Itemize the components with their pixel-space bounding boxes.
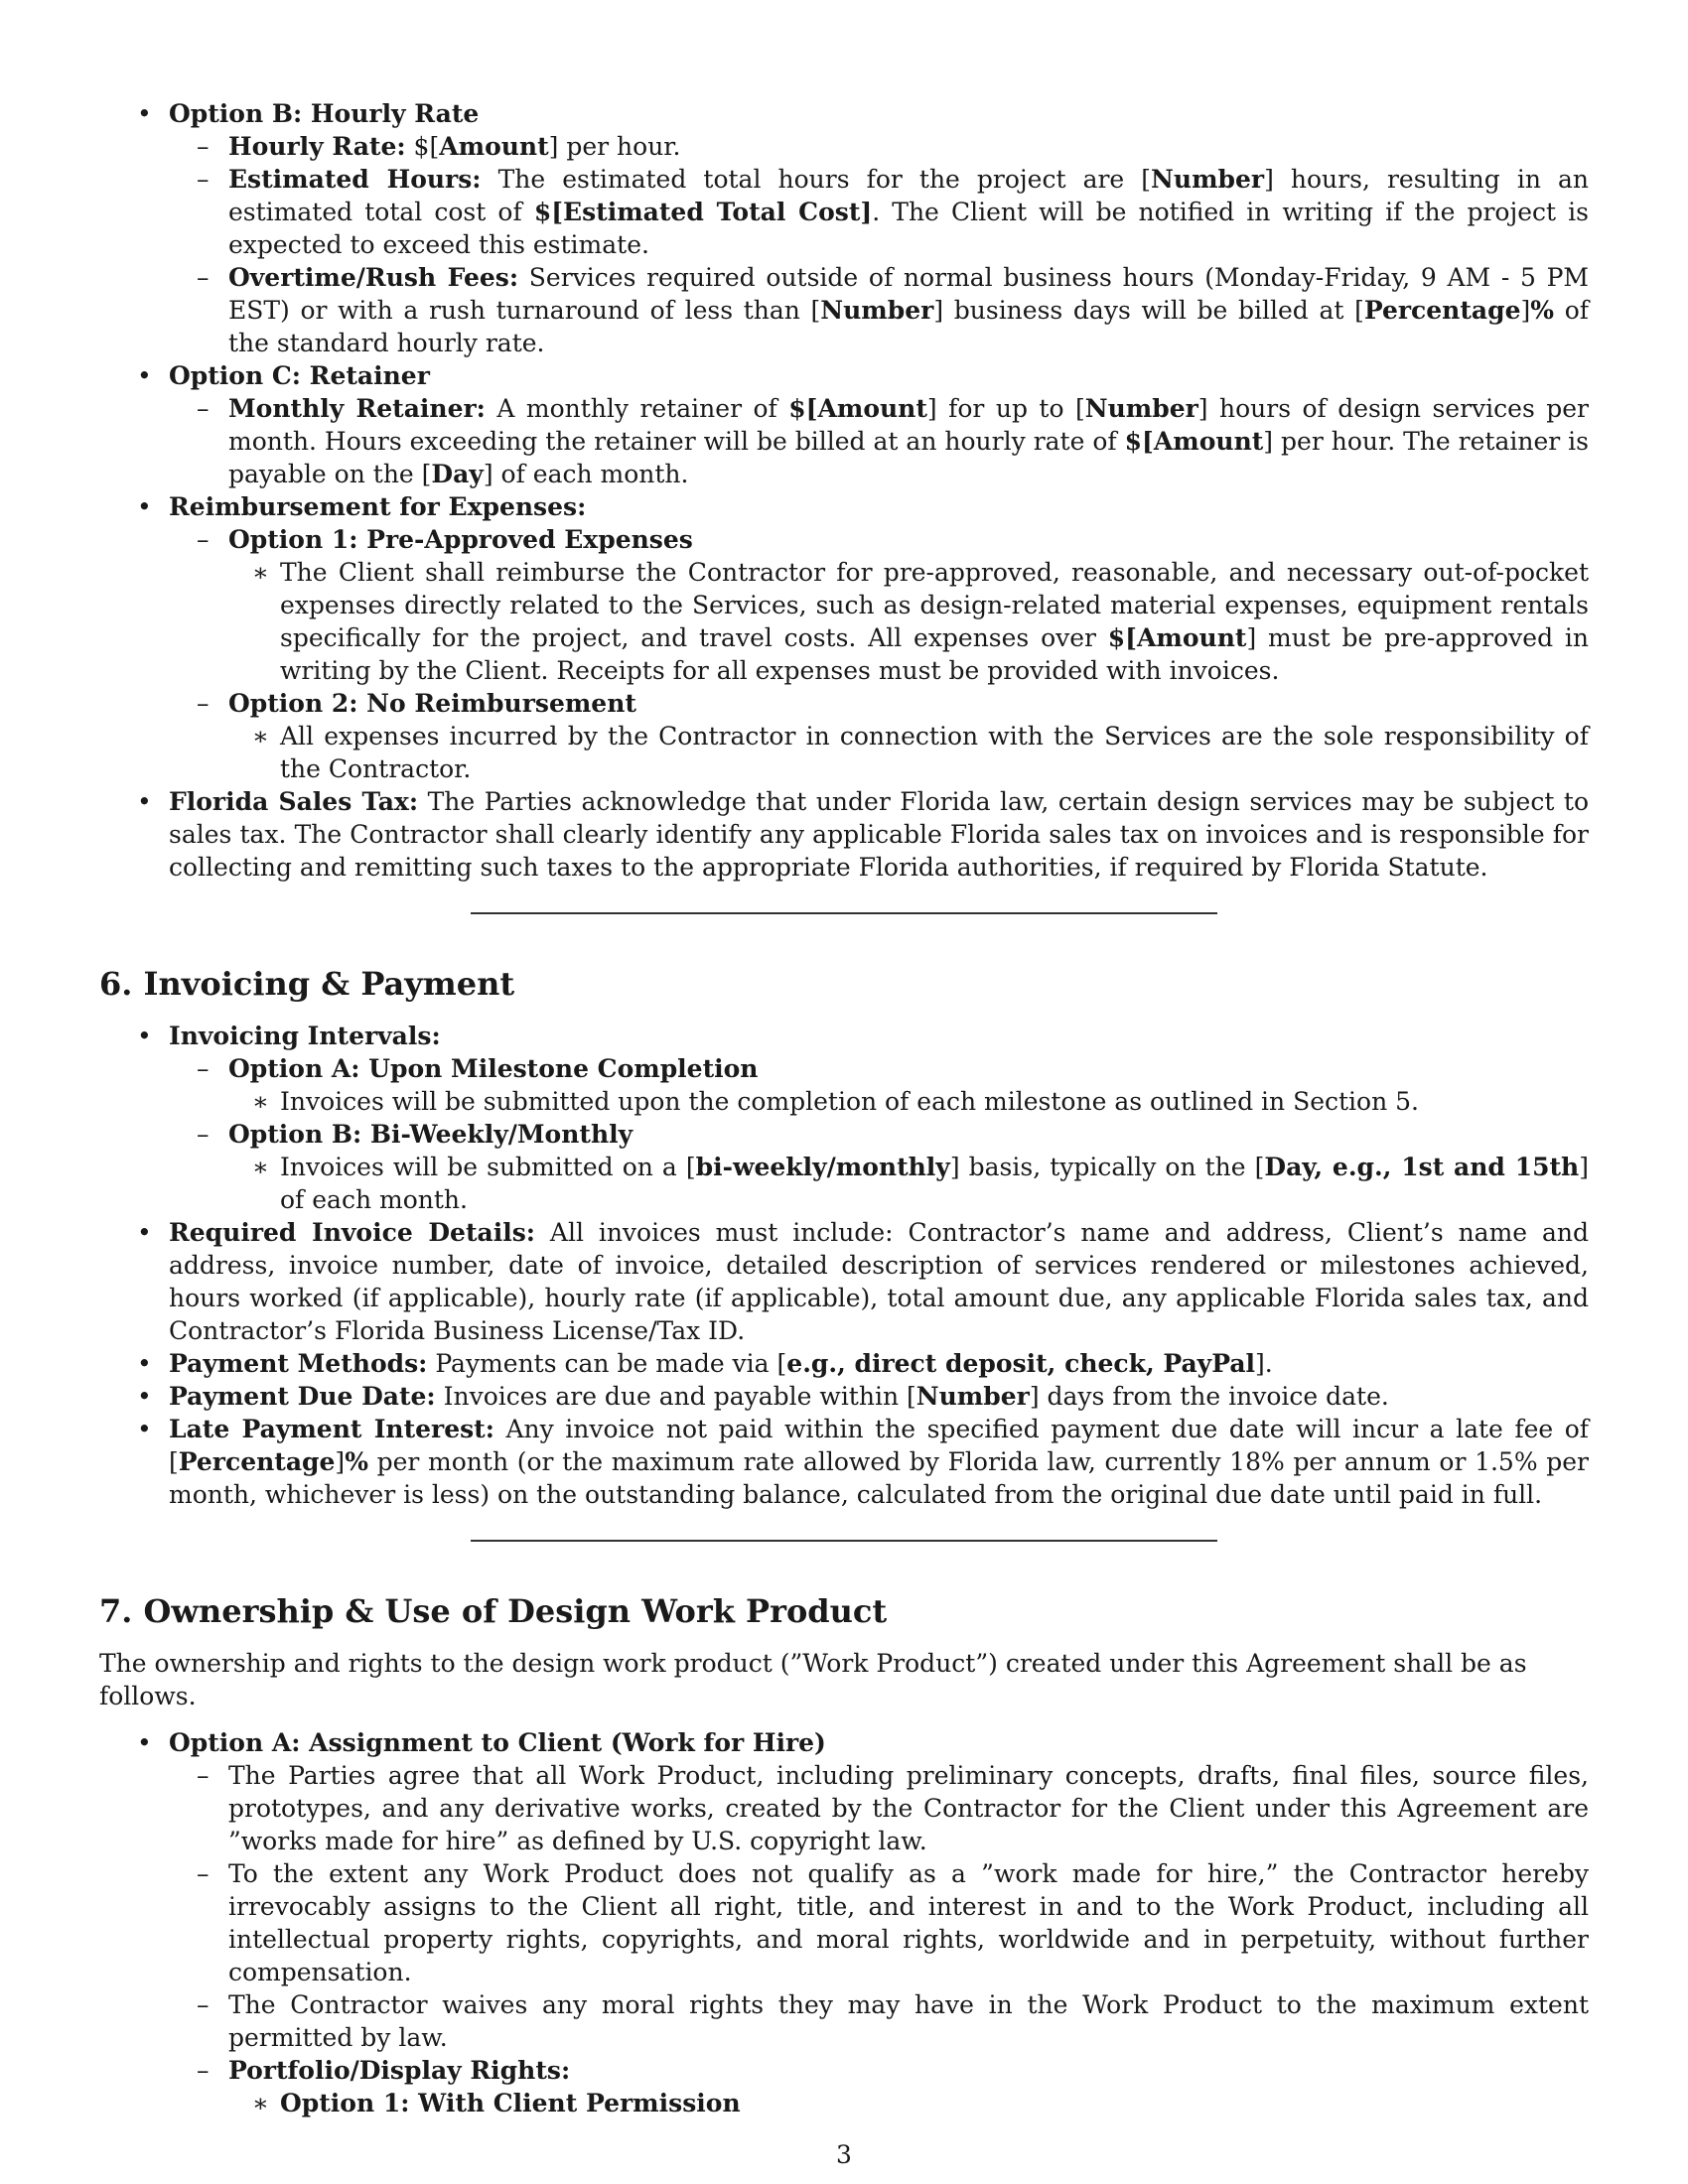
bullet: •	[137, 1022, 152, 1050]
list-item	[137, 490, 1589, 523]
dash: –	[197, 132, 210, 161]
bullet: •	[137, 1728, 152, 1757]
section-divider	[471, 1540, 1217, 1542]
dash: –	[197, 1859, 210, 1888]
document-page	[99, 97, 1589, 2119]
asterisk: ∗	[252, 1153, 269, 1181]
hourly-rate-label: Hourly Rate:	[228, 132, 406, 161]
dash: –	[197, 525, 210, 554]
bullet: •	[137, 1382, 152, 1411]
list-item	[197, 687, 1589, 720]
list-item: ∗ Option 1: With Client Permission	[252, 2089, 741, 2117]
list-item	[197, 523, 1589, 556]
list-item: ∗ Invoices will be submitted on a [bi-weekly/monthly] basis, typically on the [Day, e.g., 1st and 15th] of each month.	[252, 1153, 1589, 1214]
dash: –	[197, 394, 210, 423]
asterisk: ∗	[252, 722, 269, 751]
list-item: – Estimated Hours: The estimated total hours for the project are [Number] hours, resulting in an estimated total cost of $[Estimated Total Cost]. The Client will be notified in writing if the project is expected to exceed this estimate.	[197, 165, 1589, 259]
list-item	[137, 1020, 1589, 1052]
dash: –	[197, 2056, 210, 2085]
list-item	[137, 97, 1589, 130]
list-item: – Hourly Rate: $[Amount] per hour.	[197, 132, 681, 161]
bullet: •	[137, 361, 152, 390]
list-item: – Option B: Bi-Weekly/Monthly	[197, 1120, 633, 1149]
list-item: ∗ The Client shall reimburse the Contractor for pre-approved, reasonable, and necessary out-of-pocket expenses directly related to the Services, such as design-related material expenses, equipment rentals specifically for the project, and travel costs. All expenses over $[Amount] must be pre-approved in writing by the Client. Receipts for all expenses must be provided with invoices.	[252, 558, 1589, 685]
list-item: – The Parties agree that all Work Product, including preliminary concepts, drafts, final files, source files, prototypes, and any derivative works, created by the Contractor for the Client under this Agreement are ”works made for hire” as defined by U.S. copyright law.	[197, 1761, 1589, 1855]
dash: –	[197, 165, 210, 194]
reimbursement-title: Reimbursement for Expenses:	[169, 492, 587, 521]
overtime-label: Overtime/Rush Fees:	[228, 263, 519, 292]
list-item: – Overtime/Rush Fees: Services required outside of normal business hours (Monday-Friday, 9 AM - 5 PM EST) or with a rush turnaround of less than [Number] business days will be billed at [Percentage]% of the standard hourly rate.	[197, 263, 1589, 357]
section-6-heading: 6. Invoicing & Payment	[99, 965, 515, 1003]
option-b-title: Option B: Hourly Rate	[169, 99, 480, 128]
option-c-title: Option C: Retainer	[169, 361, 430, 390]
bullet: •	[137, 1415, 152, 1443]
section-7-intro: The ownership and rights to the design work product (”Work Product”) created under this Agreement shall be as follows.	[99, 1649, 1527, 1710]
list-item: – The Contractor waives any moral rights they may have in the Work Product to the maximum extent permitted by law.	[197, 1990, 1589, 2052]
list-item: • Payment Due Date: Invoices are due and payable within [Number] days from the invoice date.	[137, 1382, 1389, 1411]
list-item: • Payment Methods: Payments can be made via [e.g., direct deposit, check, PayPal].	[137, 1349, 1273, 1378]
bullet: •	[137, 99, 152, 128]
list-item: – Portfolio/Display Rights:	[197, 2056, 571, 2085]
dash: –	[197, 1120, 210, 1149]
list-item: – Monthly Retainer: A monthly retainer of $[Amount] for up to [Number] hours of design services per month. Hours exceeding the retainer will be billed at an hourly rate of $[Amount] per hour. The retainer is payable on the [Day] of each month.	[197, 394, 1589, 488]
list-item: – To the extent any Work Product does not qualify as a ”work made for hire,” the Contractor hereby irrevocably assigns to the Client all right, title, and interest in and to the Work Product, including all intellectual property rights, copyrights, and moral rights, worldwide and in perpetuity, without further compensation.	[197, 1859, 1589, 1986]
asterisk: ∗	[252, 1087, 269, 1116]
page-number: 3	[836, 2140, 852, 2169]
estimated-hours-label: Estimated Hours:	[228, 165, 482, 194]
bullet: •	[137, 492, 152, 521]
list-item: • Florida Sales Tax: The Parties acknowledge that under Florida law, certain design services may be subject to sales tax. The Contractor shall clearly identify any applicable Florida sales tax on invoices and is responsible for collecting and remitting such taxes to the appropriate Florida authorities, if required by Florida Statute.	[137, 787, 1589, 882]
list-item: • Late Payment Interest: Any invoice not paid within the specified payment due date will incur a late fee of [Percentage]% per month (or the maximum rate allowed by Florida law, currently 18% per annum or 1.5% per month, whichever is less) on the outstanding balance, calculated from the original due date until paid in full.	[137, 1415, 1589, 1509]
list-item: ∗ Invoices will be submitted upon the completion of each milestone as outlined in Section 5.	[252, 1087, 1419, 1116]
dash: –	[197, 1054, 210, 1083]
asterisk: ∗	[252, 2089, 269, 2117]
reimb-option-2-title: Option 2: No Reimbursement	[228, 689, 636, 718]
dash: –	[197, 1761, 210, 1790]
dash: –	[197, 689, 210, 718]
section-7-heading: 7. Ownership & Use of Design Work Product	[99, 1592, 888, 1630]
list-item: – Option A: Upon Milestone Completion	[197, 1054, 759, 1083]
section-divider	[471, 912, 1217, 914]
monthly-retainer-label: Monthly Retainer:	[228, 394, 486, 423]
dash: –	[197, 263, 210, 292]
sales-tax-label: Florida Sales Tax:	[169, 787, 419, 816]
dash: –	[197, 1990, 210, 2019]
invoicing-intervals-label: Invoicing Intervals:	[169, 1022, 441, 1050]
bullet: •	[137, 1349, 152, 1378]
bullet: •	[137, 787, 152, 816]
asterisk: ∗	[252, 558, 269, 587]
list-item	[137, 359, 1589, 392]
reimb-option-1-title: Option 1: Pre-Approved Expenses	[228, 525, 693, 554]
list-item: ∗ All expenses incurred by the Contractor in connection with the Services are the sole responsibility of the Contractor.	[252, 722, 1589, 783]
list-item: • Required Invoice Details: All invoices must include: Contractor’s name and address, Client’s name and address, invoice number, date of invoice, detailed description of services rendered or milestones achieved, hours worked (if applicable), hourly rate (if applicable), total amount due, any applicable Florida sales tax, and Contractor’s Florida Business License/Tax ID.	[137, 1218, 1589, 1345]
bullet: •	[137, 1218, 152, 1247]
list-item: • Option A: Assignment to Client (Work for Hire)	[137, 1728, 826, 1757]
